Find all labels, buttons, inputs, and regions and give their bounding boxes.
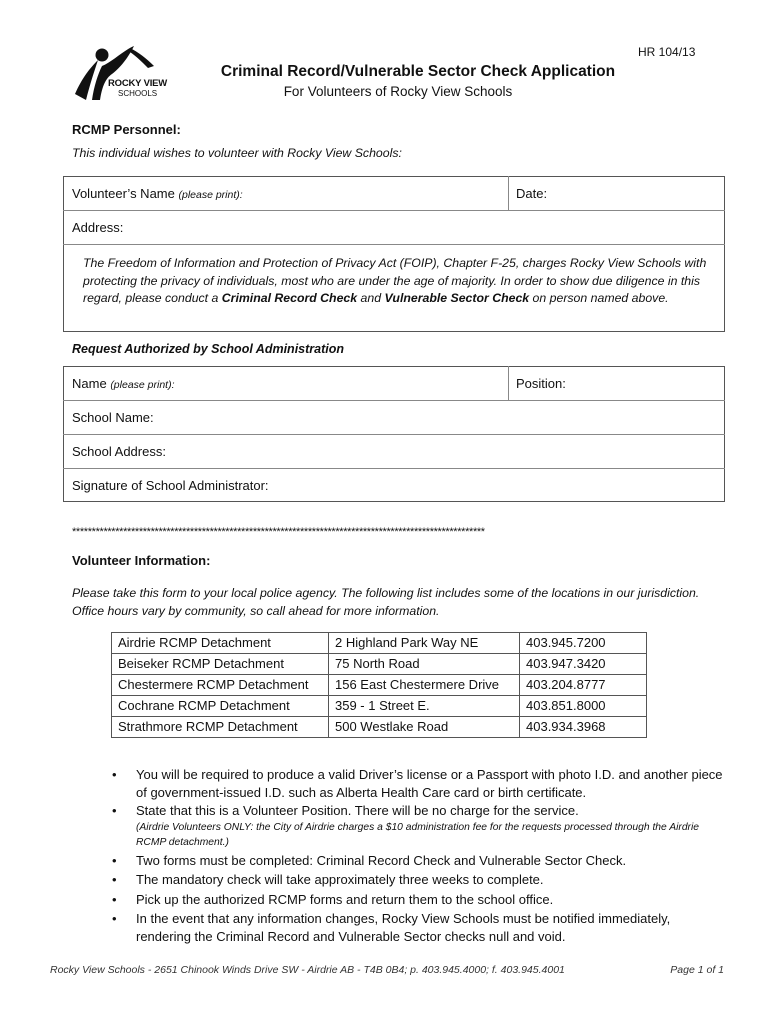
detachment-address: 359 - 1 Street E. [329, 696, 520, 717]
bullet-icon: • [112, 852, 117, 868]
volunteer-name-field[interactable] [72, 186, 243, 201]
detachment-phone: 403.945.7200 [520, 633, 647, 654]
divider [63, 244, 725, 245]
logo-text-schools: SCHOOLS [118, 89, 158, 98]
table-row [112, 654, 647, 675]
address-field[interactable]: Address: [72, 220, 124, 235]
table-row [112, 696, 647, 717]
page-title: Criminal Record/Vulnerable Sector Check Application [220, 63, 616, 80]
divider [63, 468, 725, 469]
form-number: HR 104/13 [638, 45, 696, 59]
star-separator: ********************************************************************************************************* [72, 526, 485, 538]
footer [50, 964, 724, 976]
foip-text-2: on person named above. [529, 291, 669, 305]
admin-name-hint: (please print): [110, 379, 175, 391]
bullet-icon: • [112, 911, 117, 926]
detachment-phone: 403.947.3420 [520, 654, 647, 675]
detachment-address: 500 Westlake Road [329, 717, 520, 738]
signature-field[interactable]: Signature of School Administrator: [72, 478, 269, 493]
detachment-address: 75 North Road [329, 654, 520, 675]
bullet-icon: • [112, 872, 117, 887]
logo-text-rocky-view: ROCKY VIEW [108, 78, 168, 89]
foip-text-1: The Freedom of Information and Protection of Privacy Act (FOIP), Chapter F-25, charges Rocky View Schools with protecting the privacy of individuals, most who are under the age of majority. In order to show due diligence in this regard, please conduct a [83, 256, 707, 305]
position-field[interactable]: Position: [516, 376, 566, 391]
list-item [108, 852, 728, 870]
school-name-field[interactable]: School Name: [72, 410, 154, 425]
bullet-icon: • [112, 891, 117, 907]
page-number: Page 1 of 1 [670, 964, 724, 976]
list-item [108, 802, 728, 850]
detachment-phone: 403.851.8000 [520, 696, 647, 717]
table-row [112, 633, 647, 654]
admin-name-field[interactable] [72, 376, 175, 391]
rcmp-intro: This individual wishes to volunteer with Rocky View Schools: [72, 146, 402, 160]
page-subtitle: For Volunteers of Rocky View Schools [283, 84, 513, 99]
list-item [108, 910, 728, 945]
request-heading: Request Authorized by School Administration [72, 342, 345, 356]
rcmp-heading: RCMP Personnel: [72, 122, 181, 137]
divider [63, 210, 725, 211]
divider [63, 400, 725, 401]
bullet-text: You will be required to produce a valid Driver’s license or a Passport with photo I.D. and another piece of government-issued I.D. such as Alberta Health Care card or birth certificate. [136, 767, 723, 800]
detachment-phone: 403.934.3968 [520, 717, 647, 738]
school-address-field[interactable]: School Address: [72, 444, 166, 459]
table-row [112, 717, 647, 738]
foip-statement [83, 255, 719, 308]
detachment-name: Cochrane RCMP Detachment [112, 696, 329, 717]
detachment-address: 2 Highland Park Way NE [329, 633, 520, 654]
table-row [112, 675, 647, 696]
detachment-name: Airdrie RCMP Detachment [112, 633, 329, 654]
bullet-text: In the event that any information changes, Rocky View Schools must be notified immediately, rendering the Criminal Record and Vulnerable Sector checks null and void. [136, 911, 671, 944]
detachment-phone: 403.204.8777 [520, 675, 647, 696]
detachment-table [111, 632, 647, 738]
list-item [108, 766, 728, 801]
list-item [108, 891, 728, 909]
admin-name-label: Name [72, 376, 107, 391]
detachment-address: 156 East Chestermere Drive [329, 675, 520, 696]
detachment-name: Beiseker RCMP Detachment [112, 654, 329, 675]
bullet-note: (Airdrie Volunteers ONLY: the City of Airdrie charges a $10 administration fee for the requests processed through the Airdrie RCMP detachment.) [136, 821, 699, 848]
divider [63, 434, 725, 435]
bullet-text: Pick up the authorized RCMP forms and return them to the school office. [136, 891, 554, 907]
bullet-icon: • [112, 767, 117, 782]
detachment-name: Chestermere RCMP Detachment [112, 675, 329, 696]
footer-address: Rocky View Schools - 2651 Chinook Winds Drive SW - Airdrie AB - T4B 0B4; p. 403.945.4000; f. 403.945.4001 [50, 964, 565, 976]
list-item [108, 871, 728, 889]
foip-and: and [357, 291, 385, 305]
volunteer-name-label: Volunteer’s Name [72, 186, 175, 201]
volunteer-info-heading: Volunteer Information: [72, 553, 211, 568]
bullet-icon: • [112, 803, 117, 818]
divider [508, 366, 509, 400]
bullet-text: The mandatory check will take approximately three weeks to complete. [136, 872, 544, 887]
divider [508, 176, 509, 210]
foip-criminal-record-check: Criminal Record Check [221, 291, 358, 305]
volunteer-info-text: Please take this form to your local police agency. The following list includes some of the locations in our jurisdiction. Office hours vary by community, so call ahead for more information. [72, 586, 700, 618]
bullet-text: State that this is a Volunteer Position. There will be no charge for the service. [136, 803, 579, 818]
bullet-text: Two forms must be completed: Criminal Record Check and Vulnerable Sector Check. [136, 852, 627, 868]
volunteer-name-hint: (please print): [178, 189, 243, 201]
date-field[interactable]: Date: [516, 186, 548, 201]
instructions-list [108, 766, 728, 945]
foip-vulnerable-sector-check: Vulnerable Sector Check [384, 291, 530, 305]
detachment-name: Strathmore RCMP Detachment [112, 717, 329, 738]
